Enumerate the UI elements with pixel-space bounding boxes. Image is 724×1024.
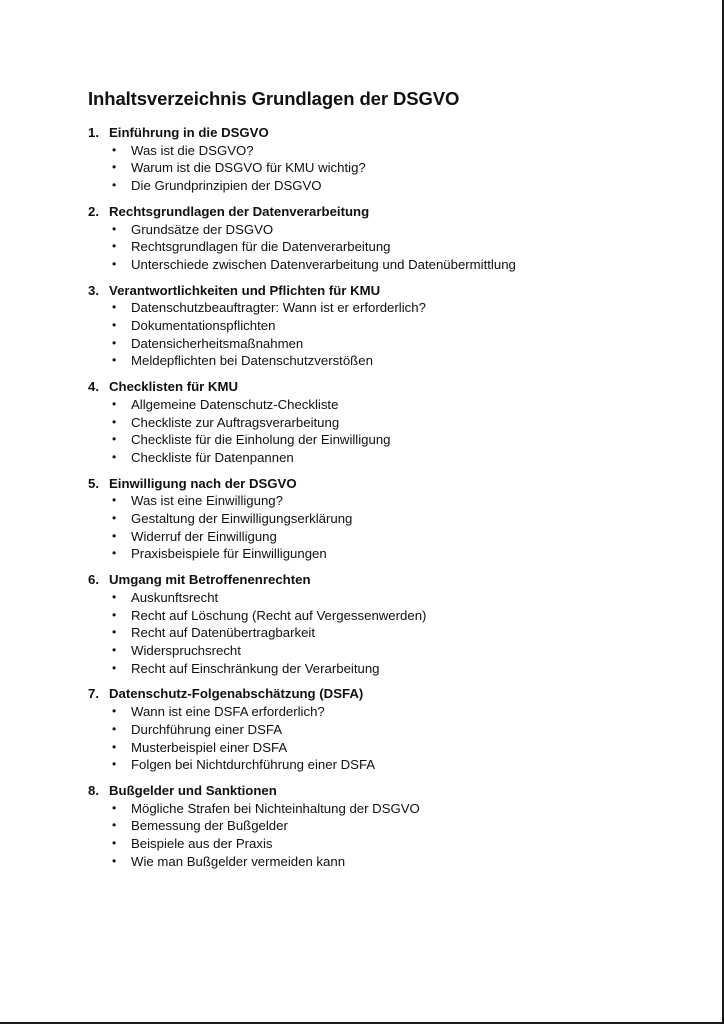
bullet-icon: • [112, 396, 117, 411]
list-item-text: Wie man Bußgelder vermeiden kann [131, 853, 346, 869]
list-item [88, 335, 708, 353]
bullet-icon: • [112, 239, 117, 254]
list-item-text: Recht auf Löschung (Recht auf Vergessenwerden) [131, 607, 427, 623]
section-title: Rechtsgrundlagen der Datenverarbeitung [109, 203, 370, 219]
list-item-text: Was ist eine Einwilligung? [131, 493, 283, 509]
toc-section [88, 782, 708, 871]
list-item [88, 853, 708, 871]
list-item [88, 142, 708, 160]
section-title: Einwilligung nach der DSGVO [109, 475, 297, 491]
list-item-text: Gestaltung der Einwilligungserklärung [131, 511, 353, 527]
list-item [88, 800, 708, 818]
list-item-text: Wann ist eine DSFA erforderlich? [131, 704, 325, 720]
toc-section [88, 203, 708, 274]
list-item [88, 660, 708, 678]
section-heading [88, 571, 708, 589]
list-item-text: Datenschutzbeauftragter: Wann ist er erforderlich? [131, 300, 426, 316]
list-item-text: Durchführung einer DSFA [131, 721, 282, 737]
list-item-text: Allgemeine Datenschutz-Checkliste [131, 396, 339, 412]
bullet-icon: • [112, 511, 117, 526]
list-item [88, 589, 708, 607]
section-heading [88, 124, 708, 142]
section-number: 1. [88, 125, 99, 140]
list-item [88, 545, 708, 563]
section-title: Umgang mit Betroffenenrechten [109, 572, 311, 588]
section-number: 5. [88, 475, 99, 491]
bullet-icon: • [112, 142, 117, 157]
bullet-icon: • [112, 414, 117, 429]
bullet-icon: • [112, 318, 117, 333]
list-item [88, 642, 708, 660]
bullet-icon: • [112, 704, 117, 719]
bullet-icon: • [112, 800, 117, 815]
list-item-text: Bemessung der Bußgelder [131, 818, 288, 834]
list-item-text: Folgen bei Nichtdurchführung einer DSFA [131, 757, 376, 773]
section-heading [88, 282, 708, 300]
bullet-icon: • [112, 449, 117, 464]
bullet-icon: • [112, 607, 117, 622]
section-heading [88, 378, 708, 396]
list-item-text: Checkliste zur Auftragsverarbeitung [131, 414, 340, 430]
section-number: 2. [88, 203, 99, 219]
bullet-icon: • [112, 757, 117, 772]
list-item [88, 159, 708, 177]
list-item [88, 449, 708, 467]
list-item [88, 414, 708, 432]
section-number: 7. [88, 686, 99, 702]
list-item [88, 721, 708, 739]
list-item [88, 352, 708, 370]
list-item-text: Rechtsgrundlagen für die Datenverarbeitung [131, 239, 391, 255]
bullet-icon: • [112, 642, 117, 657]
list-item-text: Musterbeispiel einer DSFA [131, 739, 288, 755]
section-item-list [88, 703, 708, 774]
section-item-list [88, 800, 708, 871]
bullet-icon: • [112, 546, 117, 561]
bullet-icon: • [112, 178, 117, 193]
list-item-text: Was ist die DSGVO? [131, 142, 254, 158]
list-item [88, 703, 708, 721]
list-item-text: Widerruf der Einwilligung [131, 528, 277, 544]
list-item [88, 256, 708, 274]
list-item [88, 607, 708, 625]
toc-section [88, 282, 708, 371]
list-item-text: Unterschiede zwischen Datenverarbeitung und Datenübermittlung [131, 256, 516, 272]
list-item-text: Checkliste für die Einholung der Einwilligung [131, 432, 391, 448]
section-item-list [88, 221, 708, 274]
bullet-icon: • [112, 739, 117, 754]
list-item-text: Dokumentationspflichten [131, 318, 276, 334]
list-item-text: Praxisbeispiele für Einwilligungen [131, 546, 327, 562]
list-item-text: Recht auf Einschränkung der Verarbeitung [131, 660, 380, 676]
list-item [88, 756, 708, 774]
bullet-icon: • [112, 528, 117, 543]
section-heading [88, 203, 708, 221]
section-item-list [88, 142, 708, 195]
list-item-text: Meldepflichten bei Datenschutzverstößen [131, 353, 373, 369]
list-item [88, 238, 708, 256]
list-item-text: Checkliste für Datenpannen [131, 449, 294, 465]
list-item-text: Auskunftsrecht [131, 589, 219, 605]
toc-section [88, 475, 708, 564]
section-title: Verantwortlichkeiten und Pflichten für KMU [109, 282, 381, 298]
section-item-list [88, 492, 708, 563]
section-title: Einführung in die DSGVO [109, 125, 269, 140]
list-item [88, 528, 708, 546]
section-title: Checklisten für KMU [109, 379, 238, 395]
list-item [88, 396, 708, 414]
bullet-icon: • [112, 625, 117, 640]
list-item [88, 317, 708, 335]
list-item [88, 624, 708, 642]
list-item [88, 739, 708, 757]
list-item [88, 817, 708, 835]
section-number: 4. [88, 379, 99, 395]
section-number: 6. [88, 572, 99, 588]
list-item [88, 510, 708, 528]
list-item [88, 492, 708, 510]
list-item [88, 177, 708, 195]
list-item-text: Widerspruchsrecht [131, 642, 241, 658]
list-item-text: Datensicherheitsmaßnahmen [131, 335, 304, 351]
section-title: Datenschutz-Folgenabschätzung (DSFA) [109, 686, 364, 702]
list-item-text: Beispiele aus der Praxis [131, 836, 273, 852]
section-heading [88, 475, 708, 493]
page-title: Inhaltsverzeichnis Grundlagen der DSGVO [88, 88, 460, 109]
bullet-icon: • [112, 353, 117, 368]
bullet-icon: • [112, 256, 117, 271]
bullet-icon: • [112, 836, 117, 851]
table-of-contents [88, 124, 708, 870]
section-number: 3. [88, 282, 99, 298]
section-item-list [88, 396, 708, 467]
section-number: 8. [88, 782, 99, 798]
bullet-icon: • [112, 853, 117, 868]
list-item [88, 221, 708, 239]
bullet-icon: • [112, 589, 117, 604]
toc-section [88, 124, 708, 195]
bullet-icon: • [112, 432, 117, 447]
toc-section [88, 685, 708, 774]
section-item-list [88, 589, 708, 678]
list-item [88, 299, 708, 317]
bullet-icon: • [112, 818, 117, 833]
list-item-text: Mögliche Strafen bei Nichteinhaltung der DSGVO [131, 800, 420, 816]
bullet-icon: • [112, 300, 117, 315]
bullet-icon: • [112, 660, 117, 675]
list-item-text: Warum ist die DSGVO für KMU wichtig? [131, 160, 366, 176]
bullet-icon: • [112, 721, 117, 736]
list-item-text: Grundsätze der DSGVO [131, 221, 274, 237]
section-heading [88, 782, 708, 800]
section-heading [88, 685, 708, 703]
list-item-text: Die Grundprinzipien der DSGVO [131, 178, 322, 194]
toc-section [88, 571, 708, 677]
toc-section [88, 378, 708, 467]
section-title: Bußgelder und Sanktionen [109, 782, 277, 798]
bullet-icon: • [112, 160, 117, 175]
list-item [88, 835, 708, 853]
list-item [88, 431, 708, 449]
section-item-list [88, 299, 708, 370]
bullet-icon: • [112, 493, 117, 508]
list-item-text: Recht auf Datenübertragbarkeit [131, 625, 316, 641]
bullet-icon: • [112, 335, 117, 350]
document-page [88, 87, 708, 878]
bullet-icon: • [112, 221, 117, 236]
